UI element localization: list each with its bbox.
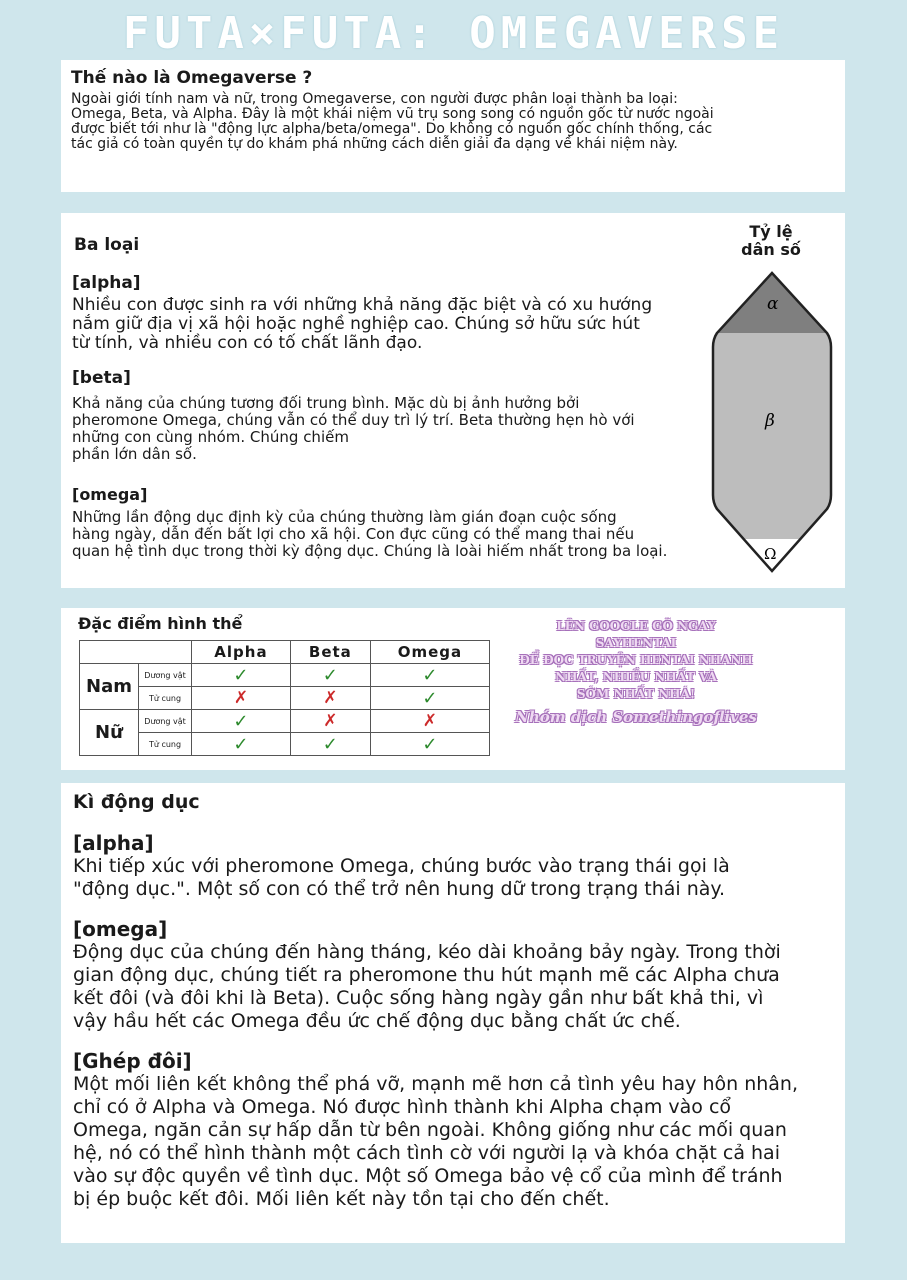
heat-omega-line: Động dục của chúng đến hàng tháng, kéo dài khoảng bảy ngày. Trong thời	[73, 941, 781, 963]
bond-tag: [Ghép đôi]	[73, 1049, 192, 1073]
cross-icon: ✗	[290, 710, 370, 733]
intro-heading: Thế nào là Omegaverse ?	[71, 68, 313, 88]
bond-line: chỉ có ở Alpha và Omega. Nó được hình thành khi Alpha chạm vào cổ	[73, 1096, 732, 1118]
intro-line: Ngoài giới tính nam và nữ, trong Omegaverse, con người được phân loại thành ba loại:	[71, 91, 678, 107]
traits-table	[79, 640, 490, 756]
check-icon: ✓	[192, 664, 291, 687]
population-label: Tỷ lệ	[749, 222, 793, 241]
intro-line: tác giả có toàn quyền tự do khám phá những cách diễn giải đa dạng về khái niệm này.	[71, 136, 678, 152]
cross-icon: ✗	[192, 687, 291, 710]
intro-panel	[61, 60, 845, 192]
check-icon: ✓	[370, 733, 489, 756]
check-icon: ✓	[192, 710, 291, 733]
population-beta-segment	[709, 333, 835, 539]
alpha-line: Nhiều con được sinh ra với những khả năng đặc biệt và có xu hướng	[72, 295, 653, 315]
intro-line: Omega, Beta, và Alpha. Đây là một khái niệm vũ trụ song song có nguồn gốc từ nước ngoài	[71, 106, 714, 122]
check-icon: ✓	[370, 664, 489, 687]
check-icon: ✓	[290, 733, 370, 756]
population-diagram	[709, 269, 835, 575]
column-header: Alpha	[192, 641, 291, 664]
check-icon: ✓	[370, 687, 489, 710]
watermark-line: NHẤT, NHIỀU NHẤT VÀ	[555, 670, 717, 684]
intro-line: được biết tới như là "động lực alpha/beta/omega". Do không có nguồn gốc chính thống, các	[71, 121, 713, 137]
row-group-female: Nữ	[80, 710, 139, 756]
beta-line: pheromone Omega, chúng vẫn có thể duy trì lý trí. Beta thường hẹn hò với	[72, 411, 635, 429]
watermark-line: ĐỂ ĐỌC TRUYỆN HENTAI NHANH	[519, 653, 753, 667]
watermark	[506, 618, 766, 726]
organ-label: Tử cung	[139, 733, 192, 756]
alpha-symbol: α	[767, 294, 779, 314]
check-icon: ✓	[290, 664, 370, 687]
alpha-line: từ tính, và nhiều con có tố chất lãnh đạo.	[72, 333, 423, 353]
organ-label: Dương vật	[139, 710, 192, 733]
heat-panel	[61, 783, 845, 1243]
organ-label: Tử cung	[139, 687, 192, 710]
organ-label: Dương vật	[139, 664, 192, 687]
omega-line: Những lần động dục định kỳ của chúng thường làm gián đoạn cuộc sống	[72, 508, 617, 526]
omega-line: quan hệ tình dục trong thời kỳ động dục. Chúng là loài hiếm nhất trong ba loại.	[72, 542, 668, 560]
heat-alpha-tag: [alpha]	[73, 831, 154, 855]
alpha-line: nắm giữ địa vị xã hội hoặc nghề nghiệp cao. Chúng sở hữu sức hút	[72, 314, 640, 334]
page-title: FUTA×FUTA: OMEGAVERSE	[122, 8, 785, 59]
table-row	[80, 733, 490, 756]
heat-omega-line: vậy hầu hết các Omega đều ức chế động dục bằng chất ức chế.	[73, 1010, 681, 1032]
bond-line: hệ, nó có thể hình thành một cách tình cờ với người lạ và khóa chặt cả hai	[73, 1142, 780, 1164]
bond-line: Omega, ngăn cản sự hấp dẫn từ bên ngoài. Không giống như các mối quan	[73, 1119, 787, 1141]
table-row	[80, 710, 490, 733]
omega-symbol: Ω	[764, 545, 777, 563]
omega-tag: [omega]	[72, 485, 148, 504]
watermark-line: SỚM NHẤT NHÁ!	[576, 687, 696, 701]
heat-alpha-line: "động dục.". Một số con có thể trở nên hung dữ trong trạng thái này.	[73, 878, 726, 900]
bond-line: Một mối liên kết không thể phá vỡ, mạnh mẽ hơn cả tình yêu hay hôn nhân,	[73, 1073, 799, 1095]
table-row	[80, 687, 490, 710]
traits-heading: Đặc điểm hình thể	[78, 614, 243, 633]
cross-icon: ✗	[290, 687, 370, 710]
alpha-tag: [alpha]	[72, 273, 141, 293]
beta-line: phần lớn dân số.	[72, 445, 197, 463]
check-icon: ✓	[192, 733, 291, 756]
column-header: Omega	[370, 641, 489, 664]
watermark-brand: SAYHENTAI	[595, 636, 677, 650]
bond-line: bị ép buộc kết đôi. Mối liên kết này tồn tại cho đến chết.	[73, 1188, 610, 1210]
column-header: Beta	[290, 641, 370, 664]
beta-tag: [beta]	[72, 368, 131, 388]
omega-line: hàng ngày, dẫn đến bất lợi cho xã hội. Con đực cũng có thể mang thai nếu	[72, 525, 635, 543]
bond-line: vào sự độc quyền về tình dục. Một số Omega bảo vệ cổ của mình để tránh	[73, 1165, 783, 1187]
row-group-male: Nam	[80, 664, 139, 710]
heat-omega-tag: [omega]	[73, 917, 168, 941]
population-label: dân số	[741, 240, 801, 259]
types-heading: Ba loại	[74, 235, 140, 255]
watermark-signature: Nhóm dịch Somethingoflives	[515, 708, 757, 726]
heat-omega-line: gian động dục, chúng tiết ra pheromone thu hút mạnh mẽ các Alpha chưa	[73, 964, 780, 986]
beta-line: những con cùng nhóm. Chúng chiếm	[72, 428, 349, 446]
table-row	[80, 664, 490, 687]
watermark-line: LÊN GOOGLE GÕ NGAY	[556, 619, 716, 633]
table-corner	[80, 641, 192, 664]
beta-symbol: β	[765, 411, 775, 431]
heat-heading: Kì động dục	[73, 791, 200, 813]
heat-alpha-line: Khi tiếp xúc với pheromone Omega, chúng bước vào trạng thái gọi là	[73, 855, 730, 877]
cross-icon: ✗	[370, 710, 489, 733]
types-panel	[61, 213, 845, 588]
heat-omega-line: kết đôi (và đôi khi là Beta). Cuộc sống hàng ngày gần như bất khả thi, vì	[73, 987, 764, 1009]
beta-line: Khả năng của chúng tương đối trung bình. Mặc dù bị ảnh hưởng bởi	[72, 394, 580, 412]
